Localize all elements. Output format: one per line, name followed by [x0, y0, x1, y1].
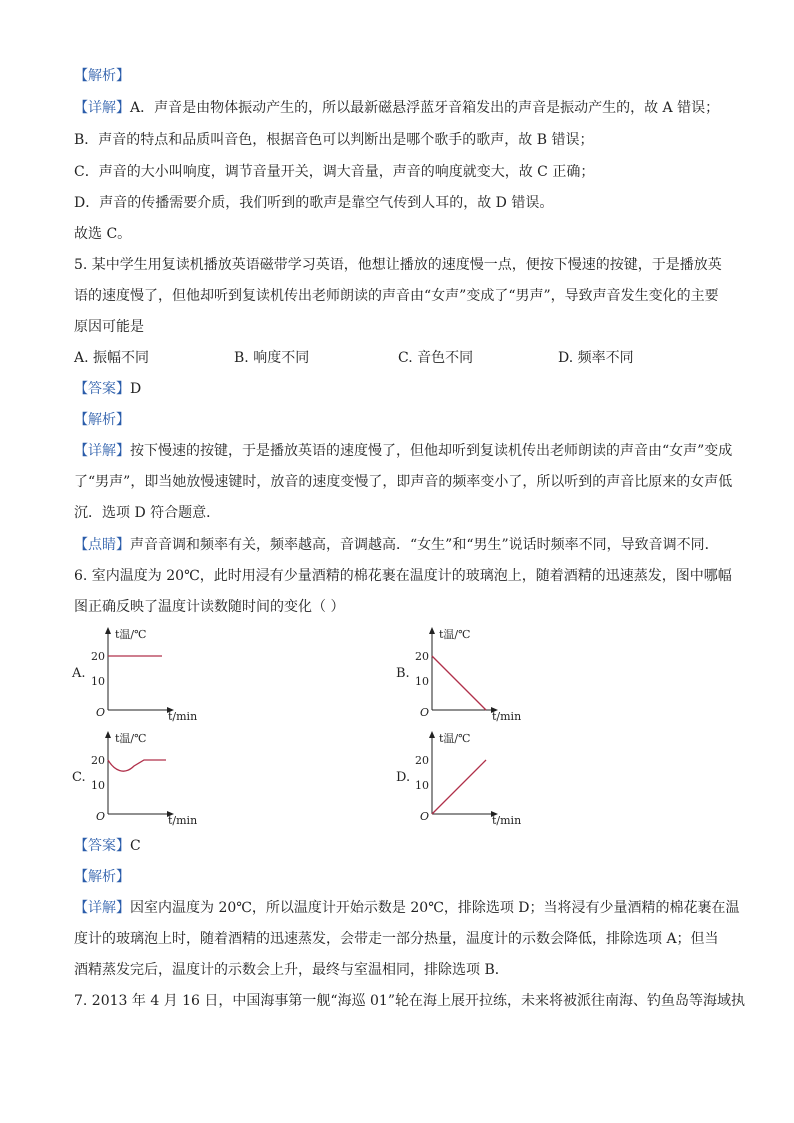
q4-line-b: B．声音的特点和品质叫音色，根据音色可以判断出是哪个歌手的歌声，故 B 错误； — [74, 132, 594, 148]
q5-option-a: A. 振幅不同 — [74, 350, 150, 366]
q5-detail-3: 沉．选项 D 符合题意． — [74, 505, 221, 521]
q6-stem-2: 图正确反映了温度计读数随时间的变化（ ） — [74, 599, 345, 615]
q6-detail-tag: 【详解】 — [74, 900, 130, 916]
tick-20: 20 — [415, 754, 429, 767]
y-axis-title: t温/℃ — [115, 628, 147, 641]
q4-detail-a-text: A．声音是由物体振动产生的，所以最新磁悬浮蓝牙音箱发出的声音是振动产生的，故 A 错误； — [130, 100, 720, 116]
q6-graph-b — [410, 624, 530, 724]
x-axis-title: t/min — [168, 814, 198, 827]
q6-detail-1 — [74, 898, 740, 918]
q6-analysis-tag: 【解析】 — [74, 869, 130, 885]
q5-answer-tag: 【答案】 — [74, 381, 130, 397]
temperature-curve — [432, 656, 486, 710]
graph-c-svg — [86, 728, 206, 828]
q5-point-text: 声音音调和频率有关，频率越高，音调越高．“女生”和“男生”说话时频率不同，导致音调不同． — [130, 537, 719, 553]
q5-option-d: D. 频率不同 — [558, 350, 634, 366]
tick-20: 20 — [91, 754, 105, 767]
q6-detail-3: 酒精蒸发完后，温度计的示数会上升，最终与室温相同，排除选项 B． — [74, 962, 509, 978]
tick-10: 10 — [91, 779, 105, 792]
q6-detail-2: 度计的玻璃泡上时，随着酒精的迅速蒸发，会带走一部分热量，温度计的示数会降低，排除选项 A；但当 — [74, 931, 719, 947]
q6-graph-d — [410, 728, 530, 828]
q5-option-c: C. 音色不同 — [398, 350, 474, 366]
tick-20: 20 — [415, 650, 429, 663]
q5-stem-2: 语的速度慢了，但他却听到复读机传出老师朗读的声音由“女声”变成了“男声”，导致声音发生变化的主要 — [74, 288, 719, 304]
q5-point — [74, 535, 719, 555]
q6-detail-1-text: 因室内温度为 20℃，所以温度计开始示数是 20℃，排除选项 D；当将浸有少量酒精的棉花裹在温 — [130, 900, 740, 916]
origin-label: O — [96, 706, 106, 719]
temperature-curve — [432, 760, 486, 814]
q6-graph-a — [86, 624, 206, 724]
temperature-curve — [108, 760, 166, 771]
q5-stem-1: 5. 某中学生用复读机播放英语磁带学习英语，他想让播放的速度慢一点，便按下慢速的按键，于是播放英 — [74, 257, 722, 273]
origin-label: O — [96, 810, 106, 823]
q6-answer-value: C — [130, 838, 141, 854]
tick-10: 10 — [415, 675, 429, 688]
y-axis-title: t温/℃ — [439, 628, 471, 641]
graph-d-svg — [410, 728, 530, 828]
q6-graph-c-label: C. — [72, 770, 86, 785]
q5-answer — [74, 379, 141, 399]
graph-b-svg — [410, 624, 530, 724]
q5-analysis-tag: 【解析】 — [74, 412, 130, 428]
q6-answer — [74, 836, 141, 856]
q7-stem-1: 7. 2013 年 4 月 16 日，中国海事第一舰“海巡 01”轮在海上展开拉练，未来将被派往南海、钓鱼岛等海域执 — [74, 993, 745, 1009]
q5-answer-value: D — [130, 381, 142, 397]
tick-10: 10 — [91, 675, 105, 688]
x-axis-title: t/min — [492, 814, 522, 827]
q5-detail-2: 了“男声”，即当她放慢速键时，放音的速度变慢了，即声音的频率变小了，所以听到的声音比原来的女声低 — [74, 474, 733, 490]
q4-line-d: D．声音的传播需要介质，我们听到的歌声是靠空气传到人耳的，故 D 错误。 — [74, 195, 554, 211]
q4-conclusion: 故选 C。 — [74, 226, 132, 242]
q6-graph-a-label: A. — [72, 666, 86, 681]
origin-label: O — [420, 810, 430, 823]
q6-graph-d-label: D. — [396, 770, 411, 785]
q5-option-b: B. 响度不同 — [234, 350, 310, 366]
q4-detail-tag: 【详解】 — [74, 100, 130, 116]
y-axis-title: t温/℃ — [115, 732, 147, 745]
x-axis-title: t/min — [168, 710, 198, 723]
q5-detail-1-text: 按下慢速的按键，于是播放英语的速度慢了，但他却听到复读机传出老师朗读的声音由“女声”变成 — [130, 443, 733, 459]
q6-answer-tag: 【答案】 — [74, 838, 130, 854]
tick-20: 20 — [91, 650, 105, 663]
q5-options — [74, 348, 714, 368]
q5-point-tag: 【点睛】 — [74, 537, 130, 553]
y-arrow — [105, 627, 111, 634]
q5-detail-1 — [74, 441, 732, 461]
y-axis-title: t温/℃ — [439, 732, 471, 745]
q6-graph-c — [86, 728, 206, 828]
origin-label: O — [420, 706, 430, 719]
q6-stem-1: 6. 室内温度为 20℃，此时用浸有少量酒精的棉花裹在温度计的玻璃泡上，随着酒精的迅速蒸发，图中哪幅 — [74, 568, 732, 584]
x-axis-title: t/min — [492, 710, 522, 723]
q5-detail-tag: 【详解】 — [74, 443, 130, 459]
q4-analysis-tag: 【解析】 — [74, 68, 130, 84]
y-arrow — [429, 731, 435, 738]
q5-stem-3: 原因可能是 — [74, 319, 144, 335]
tick-10: 10 — [415, 779, 429, 792]
q4-detail-a — [74, 98, 719, 118]
y-arrow — [429, 627, 435, 634]
y-arrow — [105, 731, 111, 738]
graph-a-svg — [86, 624, 206, 724]
q6-graph-b-label: B. — [396, 666, 410, 681]
q4-line-c: C．声音的大小叫响度，调节音量开关，调大音量，声音的响度就变大，故 C 正确； — [74, 164, 595, 180]
